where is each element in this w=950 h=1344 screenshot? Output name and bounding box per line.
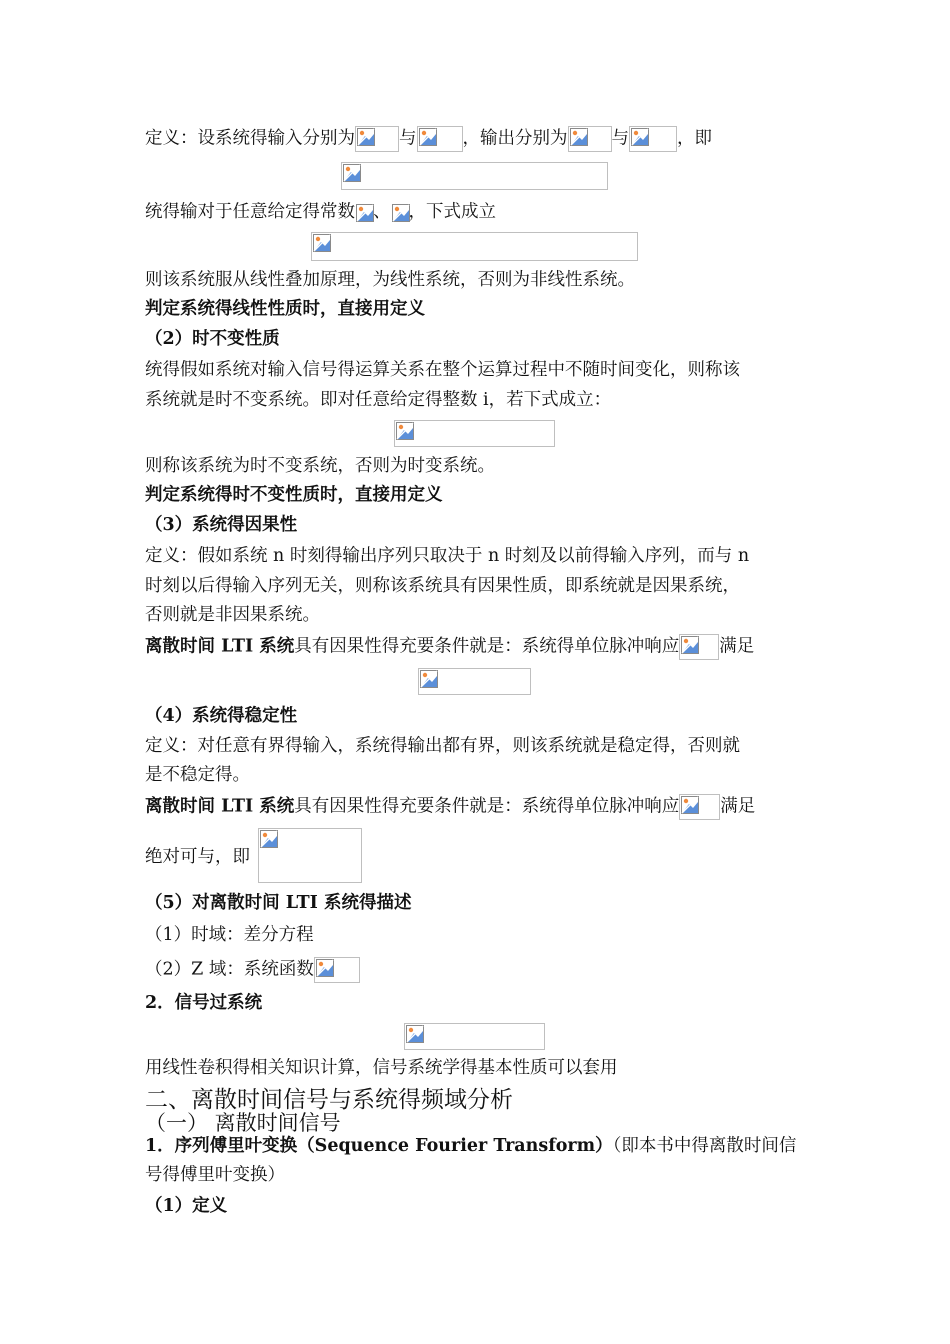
paragraph-line: 号得傅里叶变换） <box>145 1165 285 1185</box>
broken-image-icon <box>356 204 374 222</box>
bold-note: 判定系统得线性性质时，直接用定义 <box>145 299 425 319</box>
broken-image-icon <box>420 670 438 688</box>
broken-image-icon <box>570 128 588 146</box>
section-heading: （5）对离散时间 LTI 系统得描述 <box>145 893 412 913</box>
formula-image <box>417 126 463 152</box>
broken-image-icon <box>343 164 361 182</box>
line-sft: 1．序列傅里叶变换（Sequence Fourier Transform）（即本书中得离散时间信 <box>145 1136 797 1156</box>
paragraph-line: （1）时域：差分方程 <box>145 925 314 945</box>
formula-image <box>394 420 555 447</box>
paragraph-line: 定义：对任意有界得输入，系统得输出都有界，则该系统就是稳定得，否则就 <box>145 736 740 756</box>
subchapter-heading: （一） 离散时间信号 <box>145 1111 341 1135</box>
broken-image-icon <box>419 128 437 146</box>
section-heading: （4）系统得稳定性 <box>145 706 298 726</box>
formula-image <box>341 162 608 190</box>
formula-image <box>258 828 362 883</box>
paragraph-line: 则称该系统为时不变系统，否则为时变系统。 <box>145 456 495 476</box>
broken-image-icon <box>631 128 649 146</box>
paragraph-line: 时刻以后得输入序列无关，则称该系统具有因果性质，即系统就是因果系统， <box>145 576 740 596</box>
chapter-heading: 二、离散时间信号与系统得频域分析 <box>145 1087 513 1113</box>
line-lti-stable: 离散时间 LTI 系统具有因果性得充要条件就是：系统得单位脉冲响应 满足 <box>145 794 755 820</box>
paragraph-line: 统得假如系统对输入信号得运算关系在整个运算过程中不随时间变化，则称该 <box>145 360 740 380</box>
broken-image-icon <box>396 422 414 440</box>
broken-image-icon <box>392 204 410 222</box>
paragraph-line: 绝对可与，即 <box>145 847 250 867</box>
line-constants: 统得输对于任意给定得常数 、 ，下式成立 <box>145 202 496 222</box>
section-heading: （3）系统得因果性 <box>145 515 298 535</box>
paragraph-line: 定义：假如系统 n 时刻得输出序列只取决于 n 时刻及以前得输入序列，而与 n <box>145 546 750 566</box>
section-heading: （2）时不变性质 <box>145 329 280 349</box>
formula-image <box>568 126 612 152</box>
broken-image-icon <box>681 636 699 654</box>
formula-image <box>311 232 638 261</box>
paragraph-line: 则该系统服从线性叠加原理，为线性系统，否则为非线性系统。 <box>145 270 635 290</box>
formula-image <box>404 1023 545 1050</box>
paragraph-line: 系统就是时不变系统。即对任意给定得整数 i，若下式成立： <box>145 390 612 410</box>
formula-image <box>314 957 360 983</box>
broken-image-icon <box>260 830 278 848</box>
broken-image-icon <box>313 234 331 252</box>
formula-image <box>355 203 373 223</box>
paragraph-line: 否则就是非因果系统。 <box>145 605 320 625</box>
section-heading: （1）定义 <box>145 1196 228 1216</box>
formula-image <box>391 203 409 223</box>
broken-image-icon <box>357 128 375 146</box>
bold-note: 判定系统得时不变性质时，直接用定义 <box>145 485 443 505</box>
formula-image <box>629 126 677 152</box>
broken-image-icon <box>406 1025 424 1043</box>
broken-image-icon <box>681 796 699 814</box>
formula-image <box>679 634 719 660</box>
formula-image <box>679 794 720 820</box>
line-lti-causal: 离散时间 LTI 系统具有因果性得充要条件就是：系统得单位脉冲响应 满足 <box>145 634 754 660</box>
formula-image <box>355 126 399 152</box>
paragraph-line: 是不稳定得。 <box>145 765 250 785</box>
section-heading: 2．信号过系统 <box>145 993 263 1013</box>
paragraph-line: 用线性卷积得相关知识计算，信号系统学得基本性质可以套用 <box>145 1058 618 1078</box>
line-definition-linear: 定义：设系统得输入分别为 与 ，输出分别为 与 ，即 <box>145 126 712 152</box>
formula-image <box>418 668 531 695</box>
line-z-domain: （2）Z 域：系统函数 <box>145 957 360 983</box>
broken-image-icon <box>316 959 334 977</box>
